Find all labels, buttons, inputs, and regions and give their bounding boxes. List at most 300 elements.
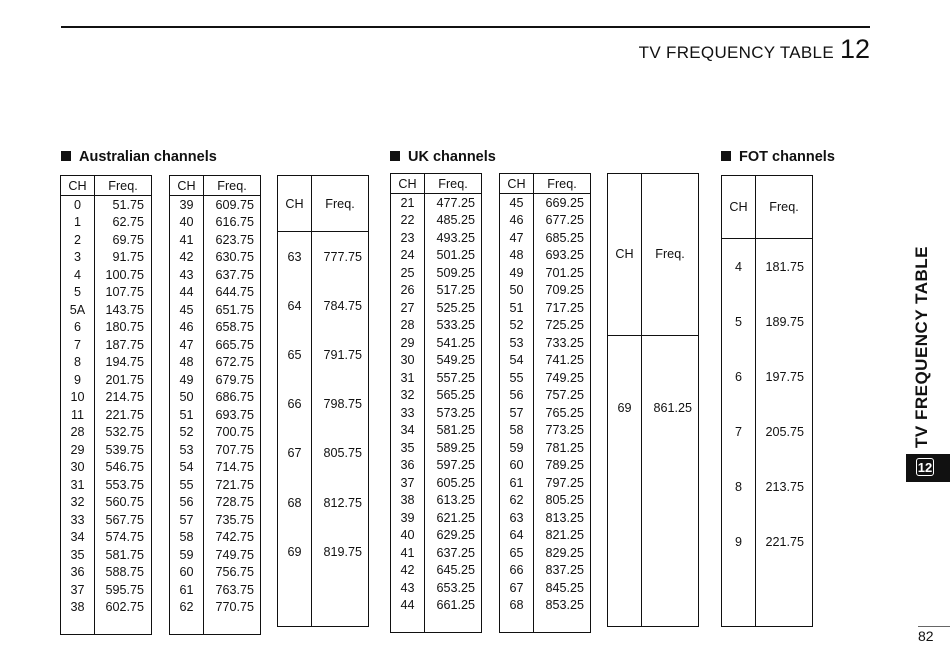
channel-cell: 2 (61, 231, 95, 249)
channel-cell: 33 (61, 511, 95, 529)
channel-cell: 42 (391, 562, 425, 580)
table-row (500, 369, 591, 387)
uk-table-2 (499, 173, 591, 633)
channel-cell: 64 (500, 527, 534, 545)
channel-cell: 45 (170, 301, 204, 319)
frequency-cell: 693.75 (215, 407, 254, 422)
table-row (170, 336, 261, 354)
table-row (722, 238, 813, 295)
table-row (170, 354, 261, 372)
frequency-cell: 143.75 (105, 302, 144, 317)
channel-cell: 55 (500, 369, 534, 387)
frequency-cell: 770.75 (215, 600, 254, 615)
table-row (170, 214, 261, 232)
frequency-cell: 214.75 (105, 390, 144, 405)
channel-cell: 57 (170, 511, 204, 529)
table-row (500, 194, 591, 212)
table-row (170, 371, 261, 389)
australian-table-1 (60, 175, 152, 635)
frequency-cell: 773.25 (545, 423, 584, 438)
frequency-cell: 51.75 (112, 197, 144, 212)
freq-header: Freq. (95, 176, 152, 196)
table-row (391, 404, 482, 422)
frequency-cell: 187.75 (105, 337, 144, 352)
channel-cell: 59 (500, 439, 534, 457)
channel-cell: 60 (500, 457, 534, 475)
table-row (391, 544, 482, 562)
frequency-cell: 565.25 (436, 388, 475, 403)
frequency-cell: 581.75 (105, 547, 144, 562)
ch-header: CH (500, 174, 534, 194)
table-row (391, 212, 482, 230)
channel-cell: 68 (278, 478, 312, 527)
frequency-cell: 777.75 (323, 249, 362, 264)
channel-cell: 4 (61, 266, 95, 284)
frequency-cell: 658.75 (215, 320, 254, 335)
frequency-cell: 501.25 (436, 248, 475, 263)
table-row (500, 492, 591, 510)
table-row (170, 196, 261, 214)
table-row (500, 509, 591, 527)
channel-cell: 42 (170, 249, 204, 267)
table-row (391, 422, 482, 440)
top-rule (61, 26, 870, 28)
frequency-cell: 553.75 (105, 477, 144, 492)
table-row (61, 564, 152, 582)
table-row (722, 405, 813, 460)
channel-cell: 49 (500, 264, 534, 282)
frequency-cell: 557.25 (436, 370, 475, 385)
channel-cell: 52 (170, 424, 204, 442)
table-row (500, 597, 591, 615)
table-row (608, 335, 699, 481)
table-row (500, 422, 591, 440)
channel-cell: 6 (61, 319, 95, 337)
channel-cell: 69 (608, 335, 642, 481)
channel-cell: 60 (170, 564, 204, 582)
frequency-cell: 213.75 (765, 480, 804, 495)
channel-cell: 30 (61, 459, 95, 477)
table-row (500, 229, 591, 247)
table-row (500, 474, 591, 492)
frequency-cell: 221.75 (765, 535, 804, 550)
page-number: 82 (918, 628, 934, 644)
ch-header: CH (170, 176, 204, 196)
channel-cell: 41 (391, 544, 425, 562)
channel-cell: 6 (722, 350, 756, 405)
frequency-cell: 573.25 (436, 405, 475, 420)
table-row (391, 509, 482, 527)
australian-table-2 (169, 175, 261, 635)
table-row (170, 494, 261, 512)
frequency-cell: 813.25 (545, 510, 584, 525)
table-row (722, 295, 813, 350)
table-row (278, 282, 369, 331)
table-row (61, 301, 152, 319)
frequency-cell: 651.75 (215, 302, 254, 317)
table-row (170, 546, 261, 564)
frequency-cell: 728.75 (215, 495, 254, 510)
channel-cell: 56 (500, 387, 534, 405)
frequency-cell: 602.75 (105, 600, 144, 615)
freq-header: Freq. (312, 176, 369, 232)
table-row (391, 597, 482, 615)
channel-cell: 33 (391, 404, 425, 422)
channel-cell: 8 (61, 354, 95, 372)
freq-header: Freq. (756, 176, 813, 239)
channel-cell: 25 (391, 264, 425, 282)
channel-cell: 36 (391, 457, 425, 475)
ch-header: CH (278, 176, 312, 232)
channel-cell: 45 (500, 194, 534, 212)
channel-cell: 38 (391, 492, 425, 510)
frequency-cell: 637.75 (215, 267, 254, 282)
table-row (170, 284, 261, 302)
table-row (170, 599, 261, 617)
table-row (61, 581, 152, 599)
channel-cell: 10 (61, 389, 95, 407)
channel-cell: 31 (61, 476, 95, 494)
table-filler-row (722, 570, 813, 627)
frequency-cell: 742.75 (215, 530, 254, 545)
table-header-row (608, 174, 699, 336)
table-row (391, 579, 482, 597)
table-row (500, 282, 591, 300)
channel-cell: 28 (61, 424, 95, 442)
channel-cell: 5 (722, 295, 756, 350)
frequency-cell: 798.75 (323, 397, 362, 412)
frequency-cell: 630.75 (215, 250, 254, 265)
frequency-cell: 763.75 (215, 582, 254, 597)
table-row (722, 460, 813, 515)
frequency-cell: 493.25 (436, 230, 475, 245)
channel-cell: 38 (61, 599, 95, 617)
channel-cell: 61 (170, 581, 204, 599)
table-row (500, 299, 591, 317)
table-row (500, 439, 591, 457)
frequency-cell: 546.75 (105, 460, 144, 475)
channel-cell: 67 (500, 579, 534, 597)
channel-cell: 40 (170, 214, 204, 232)
frequency-cell: 539.75 (105, 442, 144, 457)
table-filler-row (278, 576, 369, 626)
square-bullet-icon (390, 151, 400, 161)
frequency-cell: 100.75 (105, 267, 144, 282)
table-row (278, 527, 369, 576)
square-bullet-icon (61, 151, 71, 161)
table-row (170, 249, 261, 267)
table-header-row (722, 176, 813, 239)
table-row (61, 441, 152, 459)
table-header-row (500, 174, 591, 194)
channel-cell: 68 (500, 597, 534, 615)
channel-cell: 1 (61, 214, 95, 232)
table-row (722, 350, 813, 405)
frequency-cell: 574.75 (105, 530, 144, 545)
channel-cell: 66 (278, 380, 312, 429)
frequency-cell: 509.25 (436, 265, 475, 280)
channel-cell: 48 (170, 354, 204, 372)
channel-cell: 63 (278, 232, 312, 282)
table-row (170, 266, 261, 284)
channel-cell: 39 (170, 196, 204, 214)
table-row (61, 599, 152, 617)
channel-cell: 32 (391, 387, 425, 405)
frequency-cell: 669.25 (545, 195, 584, 210)
square-bullet-icon (721, 151, 731, 161)
channel-cell: 5A (61, 301, 95, 319)
channel-cell: 29 (391, 334, 425, 352)
channel-cell: 53 (500, 334, 534, 352)
table-row (500, 352, 591, 370)
channel-cell: 65 (500, 544, 534, 562)
table-row (61, 511, 152, 529)
frequency-cell: 789.25 (545, 458, 584, 473)
table-row (170, 441, 261, 459)
channel-cell: 43 (391, 579, 425, 597)
frequency-cell: 477.25 (436, 195, 475, 210)
table-row (61, 319, 152, 337)
table-filler-row (170, 616, 261, 634)
table-row (170, 301, 261, 319)
table-row (61, 336, 152, 354)
table-row (61, 354, 152, 372)
table-row (278, 478, 369, 527)
table-row (61, 476, 152, 494)
channel-cell: 61 (500, 474, 534, 492)
frequency-cell: 765.25 (545, 405, 584, 420)
frequency-cell: 549.25 (436, 353, 475, 368)
channel-cell: 44 (391, 597, 425, 615)
freq-header: Freq. (642, 174, 699, 336)
channel-cell: 46 (170, 319, 204, 337)
table-row (500, 387, 591, 405)
channel-cell: 66 (500, 562, 534, 580)
table-header-row (278, 176, 369, 232)
table-row (391, 264, 482, 282)
ch-header: CH (391, 174, 425, 194)
frequency-cell: 733.25 (545, 335, 584, 350)
table-row (61, 389, 152, 407)
frequency-cell: 197.75 (765, 370, 804, 385)
frequency-cell: 756.75 (215, 565, 254, 580)
channel-cell: 58 (500, 422, 534, 440)
table-filler-row (608, 481, 699, 627)
frequency-cell: 714.75 (215, 460, 254, 475)
channel-cell: 7 (722, 405, 756, 460)
frequency-cell: 637.25 (436, 545, 475, 560)
frequency-cell: 749.75 (215, 547, 254, 562)
frequency-cell: 791.75 (323, 348, 362, 363)
channel-cell: 47 (500, 229, 534, 247)
table-row (500, 562, 591, 580)
frequency-cell: 837.25 (545, 563, 584, 578)
table-row (391, 299, 482, 317)
channel-cell: 63 (500, 509, 534, 527)
channel-cell: 37 (391, 474, 425, 492)
frequency-cell: 621.25 (436, 510, 475, 525)
channel-cell: 59 (170, 546, 204, 564)
ch-header: CH (608, 174, 642, 336)
table-row (500, 527, 591, 545)
channel-cell: 4 (722, 238, 756, 295)
channel-cell: 62 (170, 599, 204, 617)
frequency-cell: 107.75 (105, 285, 144, 300)
channel-cell: 50 (170, 389, 204, 407)
table-row (391, 194, 482, 212)
frequency-cell: 661.25 (436, 598, 475, 613)
channel-cell: 35 (391, 439, 425, 457)
table-row (391, 527, 482, 545)
table-row (500, 457, 591, 475)
frequency-cell: 821.25 (545, 528, 584, 543)
channel-cell: 37 (61, 581, 95, 599)
section-title-fot: FOT channels (721, 149, 835, 165)
page-title: TV FREQUENCY TABLE (638, 43, 834, 62)
table-row (170, 459, 261, 477)
frequency-cell: 853.25 (545, 598, 584, 613)
side-tab-label: TV FREQUENCY TABLE (912, 246, 931, 448)
channel-cell: 9 (722, 515, 756, 570)
frequency-cell: 181.75 (765, 259, 804, 274)
frequency-cell: 805.75 (323, 446, 362, 461)
channel-cell: 9 (61, 371, 95, 389)
frequency-cell: 700.75 (215, 425, 254, 440)
table-row (61, 406, 152, 424)
table-row (391, 387, 482, 405)
frequency-cell: 629.25 (436, 528, 475, 543)
channel-cell: 34 (391, 422, 425, 440)
table-row (391, 317, 482, 335)
table-row (391, 562, 482, 580)
channel-cell: 3 (61, 249, 95, 267)
frequency-cell: 709.25 (545, 283, 584, 298)
channel-cell: 39 (391, 509, 425, 527)
table-row (391, 352, 482, 370)
table-filler-row (391, 614, 482, 632)
frequency-cell: 672.75 (215, 355, 254, 370)
frequency-cell: 797.25 (545, 475, 584, 490)
frequency-cell: 819.75 (323, 544, 362, 559)
chapter-badge-icon: 12 (917, 460, 933, 475)
table-row (391, 457, 482, 475)
table-row (170, 511, 261, 529)
freq-header: Freq. (425, 174, 482, 194)
channel-cell: 51 (500, 299, 534, 317)
channel-cell: 51 (170, 406, 204, 424)
frequency-cell: 644.75 (215, 285, 254, 300)
table-row (170, 529, 261, 547)
frequency-cell: 749.25 (545, 370, 584, 385)
frequency-cell: 677.25 (545, 213, 584, 228)
channel-cell: 44 (170, 284, 204, 302)
section-title-uk: UK channels (390, 149, 496, 165)
frequency-cell: 707.75 (215, 442, 254, 457)
freq-header: Freq. (534, 174, 591, 194)
channel-cell: 11 (61, 406, 95, 424)
channel-cell: 67 (278, 429, 312, 478)
channel-cell: 31 (391, 369, 425, 387)
frequency-cell: 62.75 (112, 215, 144, 230)
table-header-row (61, 176, 152, 196)
frequency-cell: 757.25 (545, 388, 584, 403)
table-row (278, 232, 369, 282)
channel-cell: 46 (500, 212, 534, 230)
frequency-cell: 741.25 (545, 353, 584, 368)
channel-cell: 53 (170, 441, 204, 459)
channel-cell: 43 (170, 266, 204, 284)
channel-cell: 21 (391, 194, 425, 212)
channel-cell: 50 (500, 282, 534, 300)
frequency-cell: 69.75 (112, 232, 144, 247)
ch-header: CH (722, 176, 756, 239)
channel-cell: 26 (391, 282, 425, 300)
table-row (170, 389, 261, 407)
table-row (278, 429, 369, 478)
frequency-cell: 189.75 (765, 315, 804, 330)
frequency-cell: 845.25 (545, 580, 584, 595)
frequency-cell: 609.75 (215, 197, 254, 212)
channel-cell: 64 (278, 282, 312, 331)
channel-cell: 41 (170, 231, 204, 249)
frequency-cell: 781.25 (545, 440, 584, 455)
frequency-cell: 686.75 (215, 390, 254, 405)
channel-cell: 36 (61, 564, 95, 582)
table-row (61, 214, 152, 232)
table-row (278, 380, 369, 429)
table-row (500, 579, 591, 597)
frequency-cell: 91.75 (112, 250, 144, 265)
table-row (391, 247, 482, 265)
frequency-cell: 533.25 (436, 318, 475, 333)
table-row (500, 404, 591, 422)
frequency-cell: 616.75 (215, 215, 254, 230)
table-row (61, 249, 152, 267)
channel-cell: 65 (278, 331, 312, 380)
frequency-cell: 665.75 (215, 337, 254, 352)
channel-cell: 54 (500, 352, 534, 370)
frequency-cell: 861.25 (653, 401, 692, 416)
channel-cell: 62 (500, 492, 534, 510)
table-row (61, 266, 152, 284)
channel-cell: 48 (500, 247, 534, 265)
frequency-cell: 581.25 (436, 423, 475, 438)
channel-cell: 30 (391, 352, 425, 370)
table-row (170, 476, 261, 494)
channel-cell: 29 (61, 441, 95, 459)
channel-cell: 54 (170, 459, 204, 477)
table-row (500, 247, 591, 265)
table-row (500, 317, 591, 335)
frequency-cell: 679.75 (215, 372, 254, 387)
section-title-australian: Australian channels (61, 149, 217, 165)
table-row (61, 284, 152, 302)
table-row (391, 334, 482, 352)
frequency-cell: 597.25 (436, 458, 475, 473)
table-row (170, 406, 261, 424)
frequency-cell: 653.25 (436, 580, 475, 595)
frequency-cell: 205.75 (765, 425, 804, 440)
uk-table-1 (390, 173, 482, 633)
frequency-cell: 221.75 (105, 407, 144, 422)
table-row (391, 492, 482, 510)
australian-table-3 (277, 175, 369, 627)
table-row (170, 581, 261, 599)
table-row (61, 231, 152, 249)
channel-cell: 34 (61, 529, 95, 547)
frequency-cell: 623.75 (215, 232, 254, 247)
channel-cell: 69 (278, 527, 312, 576)
